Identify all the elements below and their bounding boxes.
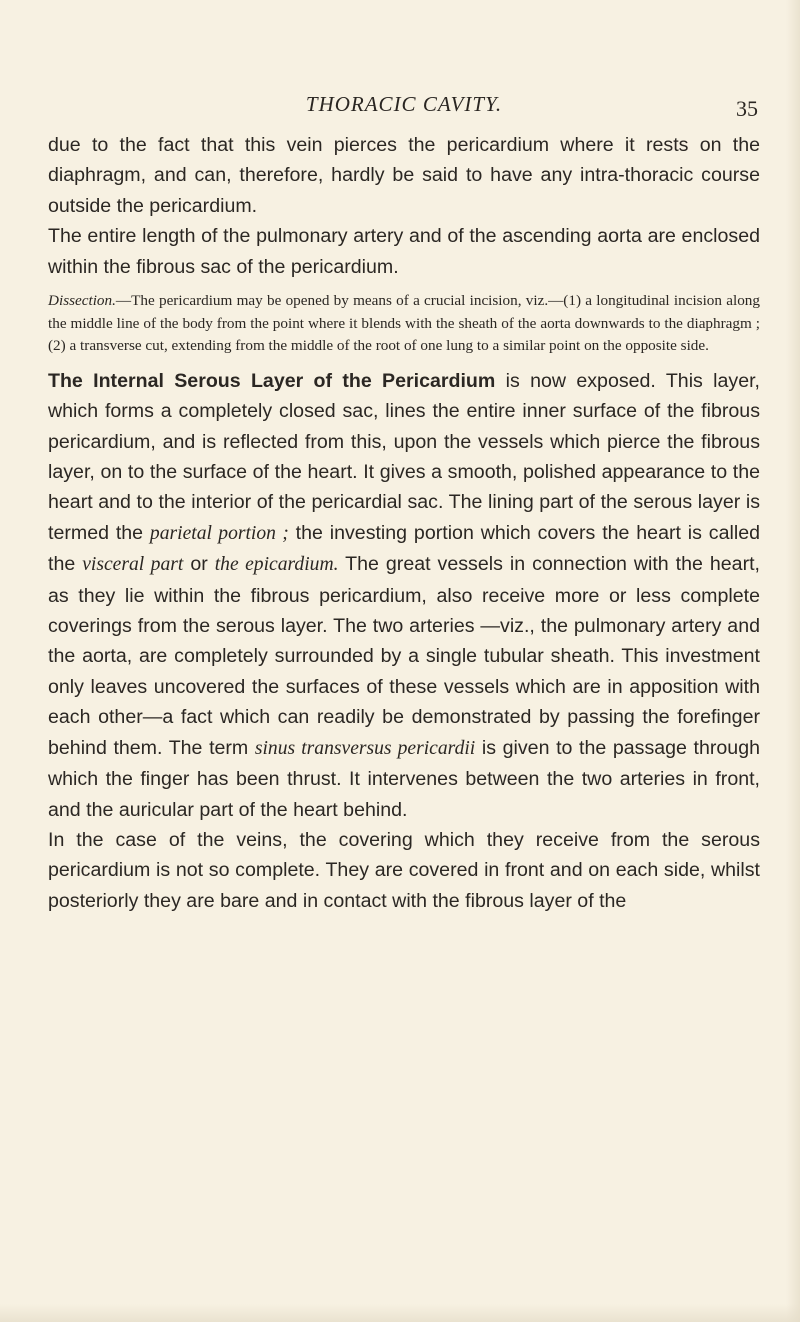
serous-text-3: or (183, 553, 215, 576)
running-title: THORACIC CAVITY. (305, 92, 503, 116)
dissection-note (48, 290, 760, 358)
serous-text-4: The great vessels in connection with the heart, as they lie within the fibrous pericardium, also receive more or less complete coverings from the serous layer. The two arteries —viz., the pulmonary artery and the aorta, are completely surrounded by a single tubular sheath. This investment only leaves uncovered the surfaces of these vessels which are in apposition with each other—a fact which can readily be demonstrated by passing the forefinger behind them. The term (48, 553, 760, 759)
paragraph-aorta (48, 221, 760, 282)
term-sinus-transversus: sinus transversus pericardii (254, 737, 476, 759)
book-page (48, 0, 760, 912)
page-edge-shadow (786, 0, 800, 1322)
paragraph-continuation: due to the fact that this vein pierces the pericardium where it rests on the diaphragm, and can, therefore, hardly be said to have any intra-thoracic course outside the pericardium. (48, 134, 760, 217)
section-heading-serous-layer: The Internal Serous Layer of the Pericardium (48, 369, 496, 392)
paragraph-serous-layer (48, 366, 760, 825)
serous-text-5: is given to the passage through which the finger has been thrust. It intervenes between the two arteries in front, and the auricular part of the heart behind. (48, 736, 760, 821)
term-parietal: parietal portion ; (149, 522, 289, 544)
page-bottom-shadow (0, 1304, 800, 1322)
serous-text-2: the investing portion which covers the heart is called the (48, 521, 760, 576)
running-head (48, 0, 760, 121)
term-epicardium: the epicardium. (214, 554, 339, 576)
term-visceral: visceral part (82, 554, 184, 576)
serous-text-1: is now exposed. This layer, which forms a completely closed sac, lines the entire inner surface of the fibrous pericardium, and is reflected from this, upon the vessels which pierce the fibrous layer, on to the surface of the heart. It gives a smooth, polished appearance to the heart and to the interior of the pericardial sac. The lining part of the serous layer is termed the (48, 369, 760, 544)
page-number: 35 (736, 96, 758, 121)
dissection-text: —The pericardium may be opened by means of a crucial incision, viz.—(1) a longitudinal incision along the middle line of the body from the point where it blends with the sheath of the aorta downwards to the diaphragm ; (2) a transverse cut, extending from the middle of the root of one lung to a similar point on the opposite side. (48, 292, 760, 355)
dissection-label: Dissection. (48, 292, 116, 310)
page-text (48, 130, 760, 916)
paragraph-aorta-text: The entire length of the pulmonary artery and of the ascending aorta are enclosed within the fibrous sac of the pericardium. (48, 225, 760, 278)
paragraph-veins: In the case of the veins, the covering which they receive from the serous pericardium is not so complete. They are covered in front and on each side, whilst posteriorly they are bare and in contact with the fibrous layer of the (48, 828, 760, 912)
